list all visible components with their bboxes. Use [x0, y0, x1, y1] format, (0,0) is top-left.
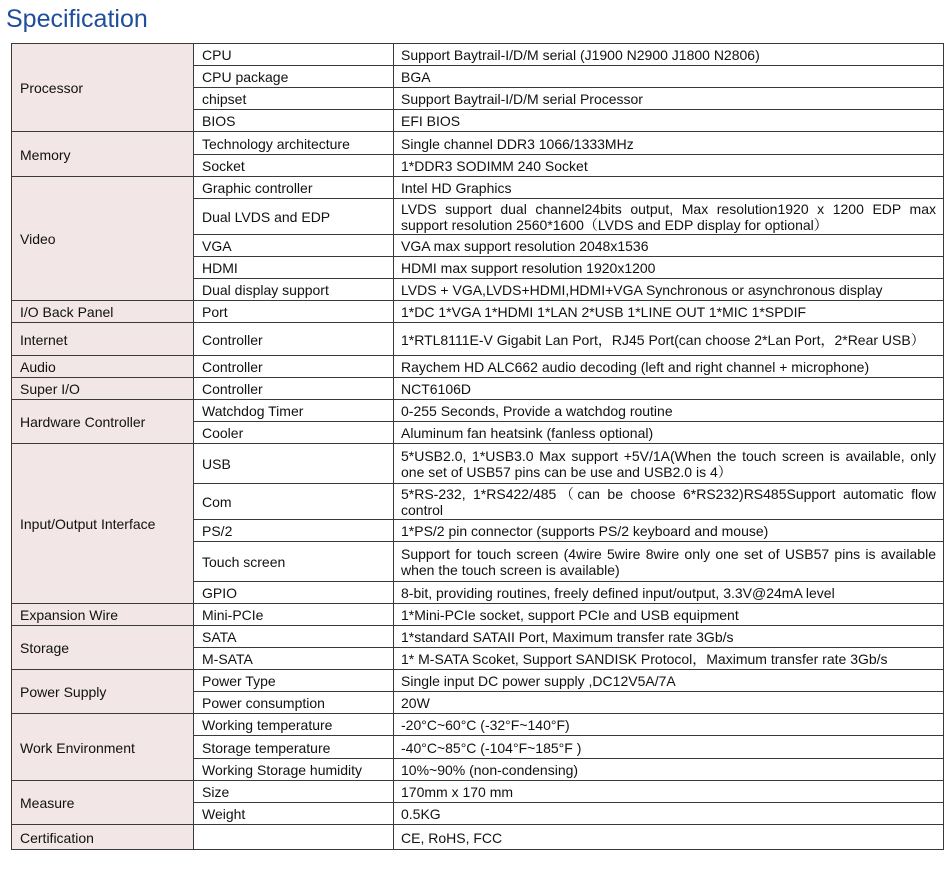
spec-row: [12, 444, 944, 484]
spec-row: [12, 132, 944, 155]
description-cell: CE, RoHS, FCC: [394, 825, 944, 850]
description-cell: 5*RS-232, 1*RS422/485（can be choose 6*RS232)RS485Support automatic flow control: [394, 484, 944, 520]
item-cell: VGA: [194, 235, 394, 257]
category-cell: Processor: [12, 44, 194, 132]
item-cell: Power consumption: [194, 692, 394, 714]
item-cell: PS/2: [194, 520, 394, 542]
description-cell: BGA: [394, 66, 944, 88]
item-cell: CPU package: [194, 66, 394, 88]
description-cell: NCT6106D: [394, 378, 944, 400]
item-cell: M-SATA: [194, 648, 394, 670]
item-cell: CPU: [194, 44, 394, 66]
category-cell: Memory: [12, 132, 194, 177]
spec-row: [12, 626, 944, 648]
description-cell: 1* M-SATA Scoket, Support SANDISK Protocol，Maximum transfer rate 3Gb/s: [394, 648, 944, 670]
item-cell: Mini-PCIe: [194, 604, 394, 626]
category-cell: Input/Output Interface: [12, 444, 194, 604]
item-cell: Storage temperature: [194, 736, 394, 759]
spec-row: [12, 378, 944, 400]
description-cell: Raychem HD ALC662 audio decoding (left and right channel + microphone): [394, 356, 944, 378]
category-cell: Storage: [12, 626, 194, 670]
item-cell: Com: [194, 484, 394, 520]
spec-row: [12, 714, 944, 736]
spec-row: [12, 604, 944, 626]
item-cell: Socket: [194, 155, 394, 177]
category-cell: Video: [12, 177, 194, 301]
item-cell: SATA: [194, 626, 394, 648]
spec-row: [12, 400, 944, 422]
description-cell: 1*DC 1*VGA 1*HDMI 1*LAN 2*USB 1*LINE OUT 1*MIC 1*SPDIF: [394, 301, 944, 323]
category-cell: Hardware Controller: [12, 400, 194, 444]
description-cell: 1*PS/2 pin connector (supports PS/2 keyboard and mouse): [394, 520, 944, 542]
description-cell: HDMI max support resolution 1920x1200: [394, 257, 944, 279]
item-cell: Power Type: [194, 670, 394, 692]
item-cell: Dual display support: [194, 279, 394, 301]
spec-row: [12, 825, 944, 850]
item-cell: Size: [194, 781, 394, 803]
item-cell: Weight: [194, 803, 394, 825]
description-cell: 1*standard SATAII Port, Maximum transfer rate 3Gb/s: [394, 626, 944, 648]
category-cell: Internet: [12, 323, 194, 356]
description-cell: Single channel DDR3 1066/1333MHz: [394, 132, 944, 155]
category-cell: Certification: [12, 825, 194, 850]
item-cell: Port: [194, 301, 394, 323]
category-cell: Audio: [12, 356, 194, 378]
item-cell: GPIO: [194, 582, 394, 604]
category-cell: Measure: [12, 781, 194, 825]
page-title: Specification: [6, 5, 148, 33]
item-cell: HDMI: [194, 257, 394, 279]
spec-row: [12, 670, 944, 692]
description-cell: EFI BIOS: [394, 110, 944, 132]
description-cell: 1*RTL8111E-V Gigabit Lan Port，RJ45 Port(can choose 2*Lan Port，2*Rear USB）: [394, 323, 944, 356]
description-cell: Support for touch screen (4wire 5wire 8wire only one set of USB57 pins is available when the touch screen is available): [394, 542, 944, 582]
item-cell: Graphic controller: [194, 177, 394, 199]
description-cell: Support Baytrail-I/D/M serial Processor: [394, 88, 944, 110]
category-cell: Work Environment: [12, 714, 194, 781]
description-cell: Aluminum fan heatsink (fanless optional): [394, 422, 944, 444]
description-cell: 0-255 Seconds, Provide a watchdog routine: [394, 400, 944, 422]
spec-row: [12, 301, 944, 323]
item-cell: USB: [194, 444, 394, 484]
item-cell: [194, 825, 394, 850]
item-cell: chipset: [194, 88, 394, 110]
category-cell: Super I/O: [12, 378, 194, 400]
item-cell: Working Storage humidity: [194, 759, 394, 781]
category-cell: Expansion Wire: [12, 604, 194, 626]
item-cell: Controller: [194, 378, 394, 400]
description-cell: Support Baytrail-I/D/M serial (J1900 N2900 J1800 N2806): [394, 44, 944, 66]
item-cell: Dual LVDS and EDP: [194, 199, 394, 235]
description-cell: Single input DC power supply ,DC12V5A/7A: [394, 670, 944, 692]
item-cell: Watchdog Timer: [194, 400, 394, 422]
spec-row: [12, 323, 944, 356]
spec-row: [12, 356, 944, 378]
item-cell: Technology architecture: [194, 132, 394, 155]
description-cell: 5*USB2.0, 1*USB3.0 Max support +5V/1A(When the touch screen is available, only one set of USB57 pins can be use and USB2.0 is 4）: [394, 444, 944, 484]
description-cell: 20W: [394, 692, 944, 714]
category-cell: I/O Back Panel: [12, 301, 194, 323]
spec-row: [12, 44, 944, 66]
description-cell: 170mm x 170 mm: [394, 781, 944, 803]
description-cell: 10%~90% (non-condensing): [394, 759, 944, 781]
category-cell: Power Supply: [12, 670, 194, 714]
item-cell: Touch screen: [194, 542, 394, 582]
description-cell: 0.5KG: [394, 803, 944, 825]
description-cell: LVDS support dual channel24bits output, Max resolution1920 x 1200 EDP max support resolution 2560*1600（LVDS and EDP display for optional）: [394, 199, 944, 235]
item-cell: Controller: [194, 323, 394, 356]
item-cell: Cooler: [194, 422, 394, 444]
item-cell: BIOS: [194, 110, 394, 132]
item-cell: Controller: [194, 356, 394, 378]
description-cell: 8-bit, providing routines, freely defined input/output, 3.3V@24mA level: [394, 582, 944, 604]
description-cell: LVDS + VGA,LVDS+HDMI,HDMI+VGA Synchronous or asynchronous display: [394, 279, 944, 301]
spec-table: [11, 43, 944, 850]
spec-row: [12, 781, 944, 803]
description-cell: Intel HD Graphics: [394, 177, 944, 199]
description-cell: VGA max support resolution 2048x1536: [394, 235, 944, 257]
item-cell: Working temperature: [194, 714, 394, 736]
description-cell: -20°C~60°C (-32°F~140°F): [394, 714, 944, 736]
spec-table-body: [12, 44, 944, 850]
description-cell: -40°C~85°C (-104°F~185°F ): [394, 736, 944, 759]
description-cell: 1*DDR3 SODIMM 240 Socket: [394, 155, 944, 177]
spec-row: [12, 177, 944, 199]
description-cell: 1*Mini-PCIe socket, support PCIe and USB equipment: [394, 604, 944, 626]
